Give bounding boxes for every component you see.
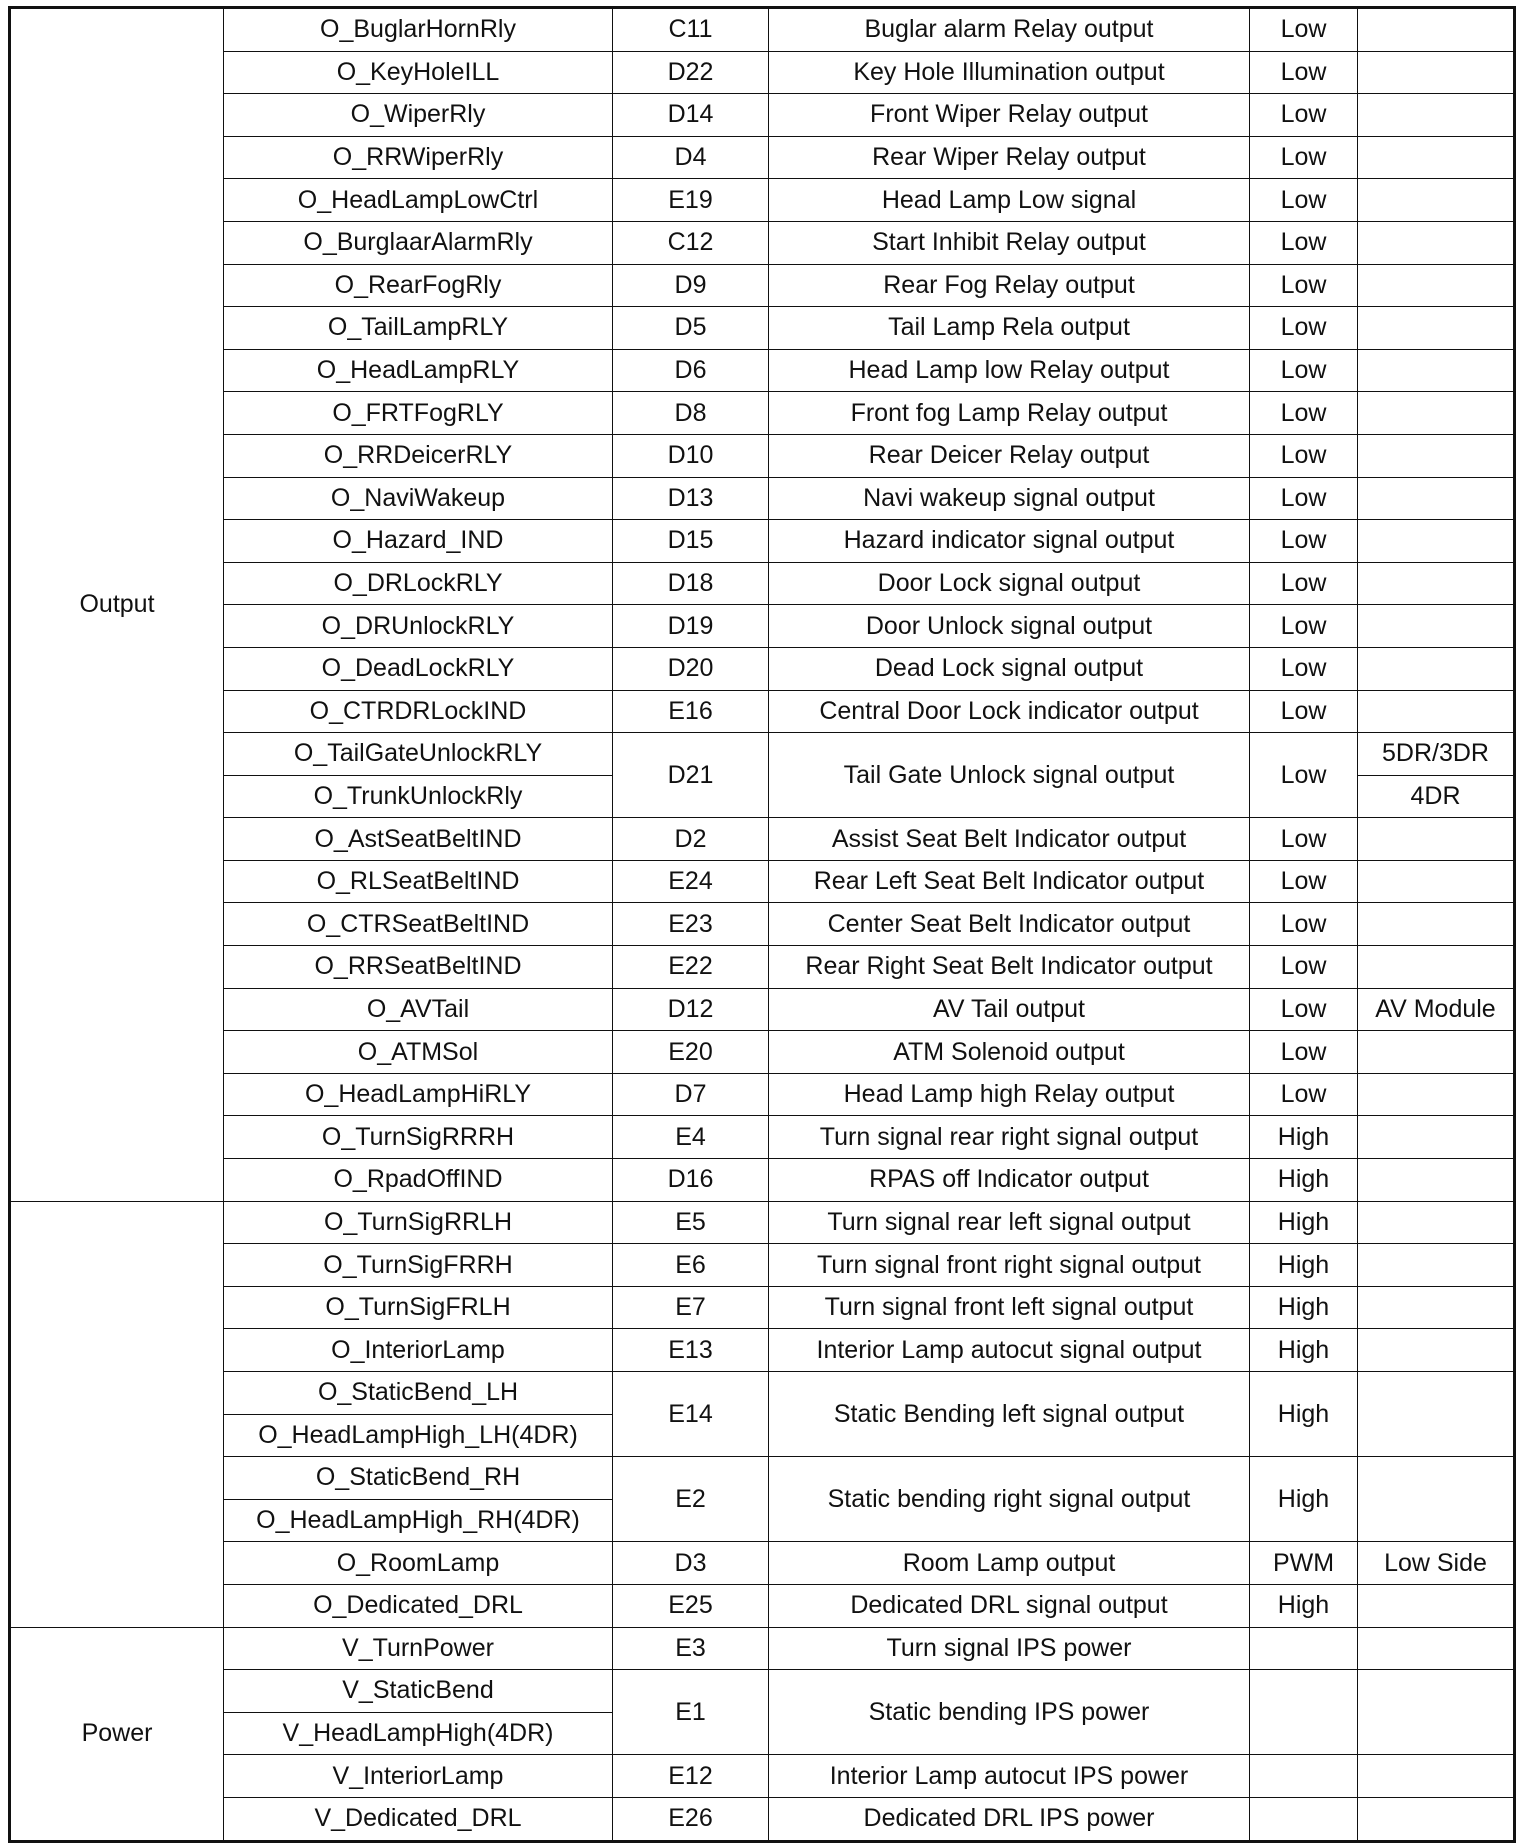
pin-id: D4 [613,136,769,179]
signal-name: O_RoomLamp [224,1542,613,1585]
remark [1358,1244,1515,1287]
signal-name: V_StaticBend [224,1670,613,1713]
active-level: Low [1250,51,1358,94]
group-power-label: Power [10,1627,224,1841]
signal-description: Rear Right Seat Belt Indicator output [769,946,1250,989]
signal-description: Dedicated DRL signal output [769,1584,1250,1627]
table-row [10,221,1515,264]
active-level: Low [1250,136,1358,179]
pin-id: D9 [613,264,769,307]
pin-id: D10 [613,434,769,477]
signal-description: Key Hole Illumination output [769,51,1250,94]
signal-name: O_TailGateUnlockRLY [224,733,613,776]
signal-description: Front Wiper Relay output [769,94,1250,137]
table-row [10,8,1515,52]
table-row [10,1755,1515,1798]
active-level: Low [1250,690,1358,733]
remark [1358,1627,1515,1670]
remark: 5DR/3DR [1358,733,1515,776]
remark [1358,1372,1515,1457]
remark [1358,1329,1515,1372]
active-level: Low [1250,562,1358,605]
signal-name: O_FRTFogRLY [224,392,613,435]
table-row [10,136,1515,179]
table-row [10,562,1515,605]
pin-id: D8 [613,392,769,435]
remark [1358,349,1515,392]
signal-description: Static Bending left signal output [769,1372,1250,1457]
pin-id: D5 [613,307,769,350]
active-level: Low [1250,307,1358,350]
active-level: Low [1250,434,1358,477]
signal-description: Door Lock signal output [769,562,1250,605]
pin-id: E19 [613,179,769,222]
signal-name: V_HeadLampHigh(4DR) [224,1712,613,1755]
remark [1358,477,1515,520]
active-level: High [1250,1159,1358,1202]
signal-description: Turn signal IPS power [769,1627,1250,1670]
table-row [10,392,1515,435]
signal-description: Door Unlock signal output [769,605,1250,648]
active-level: Low [1250,264,1358,307]
table-row [10,1797,1515,1841]
signal-description: Room Lamp output [769,1542,1250,1585]
remark [1358,307,1515,350]
pin-id: D19 [613,605,769,648]
active-level: Low [1250,860,1358,903]
remark [1358,690,1515,733]
active-level: High [1250,1457,1358,1542]
pin-id: D22 [613,51,769,94]
signal-description: Front fog Lamp Relay output [769,392,1250,435]
remark [1358,51,1515,94]
signal-name: O_HeadLampLowCtrl [224,179,613,222]
remark [1358,605,1515,648]
remark [1358,1797,1515,1841]
signal-name: O_HeadLampHiRLY [224,1073,613,1116]
pin-id: D13 [613,477,769,520]
table-row [10,1286,1515,1329]
active-level [1250,1670,1358,1755]
signal-description: Static bending IPS power [769,1670,1250,1755]
signal-description: Head Lamp Low signal [769,179,1250,222]
active-level: Low [1250,477,1358,520]
remark [1358,818,1515,861]
table-row [10,1244,1515,1287]
table-row [10,434,1515,477]
active-level: High [1250,1286,1358,1329]
signal-name: O_Hazard_IND [224,520,613,563]
table-row [10,520,1515,563]
pin-id: D14 [613,94,769,137]
signal-description: Turn signal rear right signal output [769,1116,1250,1159]
active-level: Low [1250,818,1358,861]
signal-name: O_KeyHoleILL [224,51,613,94]
remark [1358,1286,1515,1329]
remark [1358,1670,1515,1755]
signal-description: Dedicated DRL IPS power [769,1797,1250,1841]
active-level: Low [1250,1031,1358,1074]
signal-name: V_InteriorLamp [224,1755,613,1798]
active-level: Low [1250,647,1358,690]
signal-name: O_CTRSeatBeltIND [224,903,613,946]
active-level: PWM [1250,1542,1358,1585]
table-row [10,1159,1515,1202]
active-level: Low [1250,903,1358,946]
table-row [10,860,1515,903]
active-level: Low [1250,733,1358,818]
table-row [10,733,1515,776]
remark [1358,1457,1515,1542]
signal-name: V_TurnPower [224,1627,613,1670]
pin-id: E25 [613,1584,769,1627]
pin-id: E13 [613,1329,769,1372]
signal-name: O_TrunkUnlockRly [224,775,613,818]
signal-name: O_RpadOffIND [224,1159,613,1202]
pin-assignment-table [8,6,1516,1843]
signal-name: O_WiperRly [224,94,613,137]
table-row [10,1372,1515,1415]
table-row [10,647,1515,690]
signal-description: Navi wakeup signal output [769,477,1250,520]
active-level: Low [1250,221,1358,264]
remark [1358,8,1515,52]
active-level: Low [1250,605,1358,648]
signal-name: O_TurnSigRRRH [224,1116,613,1159]
active-level: Low [1250,392,1358,435]
signal-description: Turn signal rear left signal output [769,1201,1250,1244]
pin-id: D20 [613,647,769,690]
remark [1358,1031,1515,1074]
remark [1358,562,1515,605]
signal-name: O_HeadLampHigh_RH(4DR) [224,1499,613,1542]
signal-name: O_BuglarHornRly [224,8,613,52]
pin-id: C12 [613,221,769,264]
signal-name: O_TurnSigRRLH [224,1201,613,1244]
remark [1358,520,1515,563]
pin-id: E22 [613,946,769,989]
table-row [10,1116,1515,1159]
signal-description: Static bending right signal output [769,1457,1250,1542]
table-row [10,946,1515,989]
signal-name: O_DeadLockRLY [224,647,613,690]
signal-name: O_StaticBend_LH [224,1372,613,1415]
active-level: Low [1250,179,1358,222]
table-row [10,1670,1515,1713]
signal-name: O_ATMSol [224,1031,613,1074]
signal-description: Start Inhibit Relay output [769,221,1250,264]
signal-name: O_CTRDRLockIND [224,690,613,733]
signal-name: O_HeadLampRLY [224,349,613,392]
pin-table-container [8,6,1513,1843]
signal-name: O_StaticBend_RH [224,1457,613,1500]
signal-description: Tail Gate Unlock signal output [769,733,1250,818]
table-row [10,1201,1515,1244]
signal-description: Center Seat Belt Indicator output [769,903,1250,946]
active-level: High [1250,1201,1358,1244]
group-blank-label [10,1201,224,1627]
table-row [10,179,1515,222]
signal-name: O_Dedicated_DRL [224,1584,613,1627]
group-output-label: Output [10,8,224,1202]
table-row [10,605,1515,648]
pin-id: D21 [613,733,769,818]
remark [1358,860,1515,903]
signal-name: O_RearFogRly [224,264,613,307]
remark [1358,434,1515,477]
table-row [10,51,1515,94]
remark [1358,179,1515,222]
signal-name: O_RRWiperRly [224,136,613,179]
pin-id: E4 [613,1116,769,1159]
signal-name: V_Dedicated_DRL [224,1797,613,1841]
active-level: Low [1250,520,1358,563]
remark [1358,221,1515,264]
signal-description: Dead Lock signal output [769,647,1250,690]
active-level: High [1250,1329,1358,1372]
signal-description: Head Lamp high Relay output [769,1073,1250,1116]
remark [1358,903,1515,946]
signal-description: Interior Lamp autocut IPS power [769,1755,1250,1798]
remark [1358,1116,1515,1159]
pin-id: E1 [613,1670,769,1755]
remark: Low Side [1358,1542,1515,1585]
pin-id: D6 [613,349,769,392]
signal-name: O_TurnSigFRLH [224,1286,613,1329]
active-level: High [1250,1584,1358,1627]
active-level [1250,1755,1358,1798]
signal-description: RPAS off Indicator output [769,1159,1250,1202]
remark [1358,946,1515,989]
signal-name: O_NaviWakeup [224,477,613,520]
remark [1358,1755,1515,1798]
pin-id: E16 [613,690,769,733]
remark [1358,264,1515,307]
remark: 4DR [1358,775,1515,818]
signal-name: O_DRLockRLY [224,562,613,605]
remark [1358,392,1515,435]
active-level [1250,1627,1358,1670]
table-row [10,1329,1515,1372]
pin-id: D3 [613,1542,769,1585]
active-level: High [1250,1116,1358,1159]
pin-id: D7 [613,1073,769,1116]
pin-id: C11 [613,8,769,52]
signal-name: O_RRDeicerRLY [224,434,613,477]
signal-description: Central Door Lock indicator output [769,690,1250,733]
active-level: Low [1250,349,1358,392]
pin-id: E24 [613,860,769,903]
signal-description: Rear Left Seat Belt Indicator output [769,860,1250,903]
remark [1358,1584,1515,1627]
table-row [10,903,1515,946]
signal-description: Turn signal front left signal output [769,1286,1250,1329]
active-level: Low [1250,1073,1358,1116]
pin-id: E14 [613,1372,769,1457]
pin-id: E12 [613,1755,769,1798]
pin-id: E5 [613,1201,769,1244]
table-row [10,349,1515,392]
signal-description: Assist Seat Belt Indicator output [769,818,1250,861]
pin-id: E7 [613,1286,769,1329]
remark [1358,1159,1515,1202]
active-level: Low [1250,988,1358,1031]
pin-id: E6 [613,1244,769,1287]
table-row [10,1457,1515,1500]
pin-id: E2 [613,1457,769,1542]
table-row [10,1031,1515,1074]
pin-id: D12 [613,988,769,1031]
remark [1358,647,1515,690]
remark [1358,1073,1515,1116]
pin-id: E3 [613,1627,769,1670]
signal-name: O_AstSeatBeltIND [224,818,613,861]
pin-id: D16 [613,1159,769,1202]
active-level [1250,1797,1358,1841]
table-row [10,818,1515,861]
pin-id: E26 [613,1797,769,1841]
pin-id: D2 [613,818,769,861]
table-row [10,1627,1515,1670]
signal-name: O_TurnSigFRRH [224,1244,613,1287]
remark [1358,136,1515,179]
table-row [10,94,1515,137]
signal-description: Turn signal front right signal output [769,1244,1250,1287]
table-row [10,1584,1515,1627]
signal-name: O_TailLampRLY [224,307,613,350]
signal-name: O_RLSeatBeltIND [224,860,613,903]
signal-name: O_BurglaarAlarmRly [224,221,613,264]
signal-name: O_DRUnlockRLY [224,605,613,648]
table-row [10,988,1515,1031]
pin-id: D18 [613,562,769,605]
active-level: Low [1250,94,1358,137]
pin-id: E23 [613,903,769,946]
active-level: High [1250,1244,1358,1287]
remark [1358,94,1515,137]
active-level: High [1250,1372,1358,1457]
pin-id: D15 [613,520,769,563]
signal-description: Hazard indicator signal output [769,520,1250,563]
remark: AV Module [1358,988,1515,1031]
active-level: Low [1250,946,1358,989]
signal-name: O_InteriorLamp [224,1329,613,1372]
signal-description: Rear Deicer Relay output [769,434,1250,477]
signal-description: Buglar alarm Relay output [769,8,1250,52]
signal-description: Rear Wiper Relay output [769,136,1250,179]
pin-id: E20 [613,1031,769,1074]
table-row [10,477,1515,520]
signal-description: AV Tail output [769,988,1250,1031]
table-row [10,690,1515,733]
remark [1358,1201,1515,1244]
active-level: Low [1250,8,1358,52]
signal-name: O_RRSeatBeltIND [224,946,613,989]
table-row [10,264,1515,307]
signal-description: Rear Fog Relay output [769,264,1250,307]
signal-description: ATM Solenoid output [769,1031,1250,1074]
signal-name: O_HeadLampHigh_LH(4DR) [224,1414,613,1457]
table-row [10,1073,1515,1116]
signal-description: Head Lamp low Relay output [769,349,1250,392]
table-row [10,307,1515,350]
signal-description: Tail Lamp Rela output [769,307,1250,350]
signal-name: O_AVTail [224,988,613,1031]
signal-description: Interior Lamp autocut signal output [769,1329,1250,1372]
table-row [10,1542,1515,1585]
